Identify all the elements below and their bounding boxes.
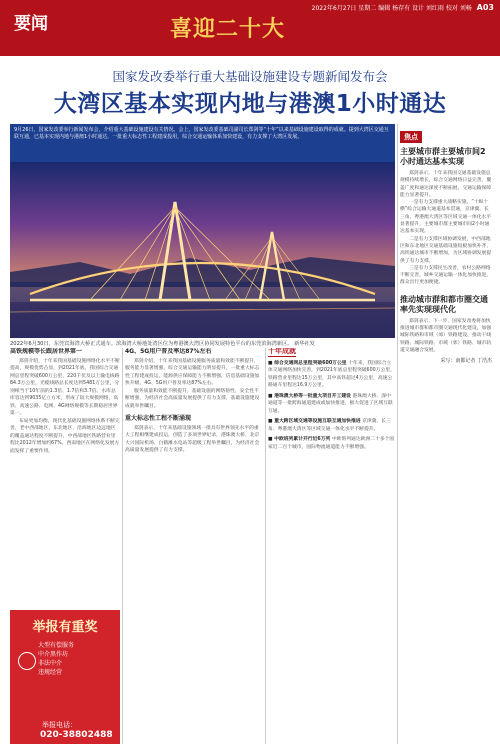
column-2 xyxy=(125,348,263,744)
ad-list-item: 违规经营 xyxy=(38,669,63,676)
page-meta xyxy=(312,3,494,12)
achievement-text: 十年来，我国综合立体交通网络加快完善，到2021年底总里程突破600万公里，铁路营业里程达15万公里，其中高铁超过4万公里，高速公路通车里程达16.9万公里。 xyxy=(268,360,395,388)
achievement-item xyxy=(268,393,395,416)
achievement-item xyxy=(268,418,395,433)
sidebar-story-2-title: 推动城市群和都市圈交通率先实现现代化 xyxy=(400,294,488,314)
column-divider xyxy=(122,348,123,744)
column-2-paragraph: 郑剑介绍，十年来我国基础设施服务质量和效能不断提升，服务能力显著增强，综合交通运输能力明显提升，一批重大标志性工程建成投运，能源供应保障能力不断增强，信息基础设施加快升级，4G、5G用户普及率达87%左右。 xyxy=(125,358,260,386)
achievements-label: 十年成就 xyxy=(268,348,296,355)
focus-sidebar xyxy=(400,124,492,744)
achievement-title: ■ 重大跨区域交通等设施互联互通加快推进 xyxy=(268,419,361,424)
page-number: A03 xyxy=(476,3,494,12)
headline: 大湾区基本实现内地与港澳1小时通达 xyxy=(53,91,447,117)
theme-title: 喜迎二十大 xyxy=(170,16,286,42)
column-1-paragraph: 郑剑介绍，十年来我国基础设施网络化水平不断提高，规模优势凸显，到2021年底，我国综合交通网总里程突破600万公里，220千伏及以上输电线路84.3万公里，光缆线路总长度达到5481万公里，分别相当于10年前的1.3倍、1.7倍和3.7倍。水库总库容达到9035亿立方米，形成了较大规模网络，高铁、高速公路、电网、4G网络规模等长期稳居世界第一。 xyxy=(10,358,120,416)
ad-list-item: 大型有偿服务 xyxy=(38,642,75,649)
ad-list-item: 非法中介 xyxy=(38,660,63,667)
achievement-item xyxy=(268,436,395,451)
kicker: 国家发改委举行重大基础设施建设专题新闻发布会 xyxy=(112,69,388,84)
header-banner xyxy=(0,0,500,56)
column-1-heading: 高铁规模等长跟居世界第一 xyxy=(10,348,83,355)
achievement-title: ■ 港珠澳大桥等一批重大项目开工建设 xyxy=(268,393,351,399)
lead-paragraph: 9月26日，国家发改委举行新闻发布会，介绍重大基础设施建设有关情况。会上，国家发改委基础司副司长郑剑等“十年”以来基础设施建设取得的成就。提到大湾区交通互联互通，已基本实现内地与港澳1小时通达，一批重大标志性工程建成投用，综合交通运输体系加快建设，有力支撑了大湾区发展。 xyxy=(10,124,395,162)
achievement-item xyxy=(268,360,395,390)
page-meta-text: 2022年6月27日 星期二 编辑 杨存有 设计 刘红雨 校对 刘畅 xyxy=(311,5,472,12)
section-label: 要闻 xyxy=(14,14,48,34)
column-2-paragraph: 服务质量和效能不断提升，基础设施的网络韧性、安全性不断增强，为经济社会高质量发展提供了有力支撑，基础设施建设成就举世瞩目。 xyxy=(125,388,260,409)
column-1 xyxy=(10,348,120,608)
column-3 xyxy=(268,348,395,744)
ad-phone-number: 020-38802488 xyxy=(40,730,113,740)
sidebar-paragraph: 一是有力支撑重大战略实施，“十纵十横”综合运输大通道基本贯通，京津冀、长三角、粤港澳大湾区等区域交通一体化水平显著提升，主要城市群主要城市间2小时通达基本实现。 xyxy=(400,200,492,235)
column-2-paragraph: 郑剑表示，十年来基础设施领域一批具有世界领先水平的重大工程相继建成投运，创造了多项世界纪录，港珠澳大桥、北京大兴国际机场、白鹤滩水电站等超级工程举世瞩目，为经济社会高质量发展提供了有力支撑。 xyxy=(125,425,260,453)
column-2-heading: 4G、5G用户普及率达87%左右 xyxy=(125,348,212,355)
ad-list-item: 中介黑作坊 xyxy=(38,651,69,658)
column-1-paragraph: 布局更加均衡，现代化基础设施网络体系不断完善，老中西部地区、东北地区、沿海地区边远地区的覆盖通达程度不断提升，中西部地区铁路营业里程比2012年增加约67%，西南地区在网络化发展方面发挥了重要作用。 xyxy=(10,418,120,454)
ad-title: 举报有重奖 xyxy=(32,620,98,635)
achievement-text: 京津冀、长三角、粤港澳大湾区等区域交通一体化水平不断提升。 xyxy=(268,419,391,432)
sidebar-story-1-title: 主要城市群主要城市间2小时通达基本实现 xyxy=(400,147,486,166)
column-2-subheading: 重大标志性工程不断涌现 xyxy=(125,415,192,422)
author-byline: 采写：南都记者 丁浩杰 xyxy=(440,358,492,365)
focus-tag: 焦点 xyxy=(400,131,422,143)
achievement-text: 中欧班列通达欧洲二十多个国家近二百个城市，国际物流通道能力不断增强。 xyxy=(268,437,395,450)
sidebar-paragraph: 三是有力支撑民生改善，农村公路网络不断完善，城乡交通运输一体化加快推进，群众出行更加便捷。 xyxy=(400,265,492,286)
column-divider xyxy=(397,124,398,744)
sidebar-paragraph: 郑剑表示，十年来我国交通基础设施总规模持续增长，综合交通网络日益完善，覆盖广度和通达深度不断拓展，交通运输保障能力显著提升。 xyxy=(400,171,492,198)
sidebar-paragraph: 郑剑表示，下一步，国家发改委将加快推进城市群和都市圈交通现代化建设，加强城际铁路和市域（郊）铁路建设，推动干线铁路、城际铁路、市域（郊）铁路、城市轨道交通融合发展。 xyxy=(400,318,492,353)
bridge-photo xyxy=(10,162,395,338)
photo-caption: 2022年6月30日，东莞宾海湾大桥正式通车。滨海湾大桥地处湾区位为粤港澳大湾区协同发展特色平台的东莞滨海湾新区。 新华社发 xyxy=(10,341,315,347)
achievement-title: ■ 综合交通网总里程突破600万公里 xyxy=(268,360,347,366)
column-divider xyxy=(265,348,266,744)
warning-icon xyxy=(18,652,36,670)
report-advertisement xyxy=(10,610,120,744)
ad-phone-label: 举报电话： xyxy=(42,721,77,729)
achievement-text: 港珠澳大桥、深中通道等一批跨海通道建成或加快推进，极大促进了区域互联互通。 xyxy=(268,393,393,414)
achievement-title: ■ 中欧班列累计开行近6万列 xyxy=(268,437,331,442)
sidebar-paragraph: 二是有力支撑区域协调发展，中西部地区和东北地区交通基础设施短板加快补齐，高铁通达城市不断增加，为区域协调发展提供了有力支撑。 xyxy=(400,236,492,264)
bridge-illustration xyxy=(10,162,395,338)
ad-list xyxy=(38,641,120,677)
